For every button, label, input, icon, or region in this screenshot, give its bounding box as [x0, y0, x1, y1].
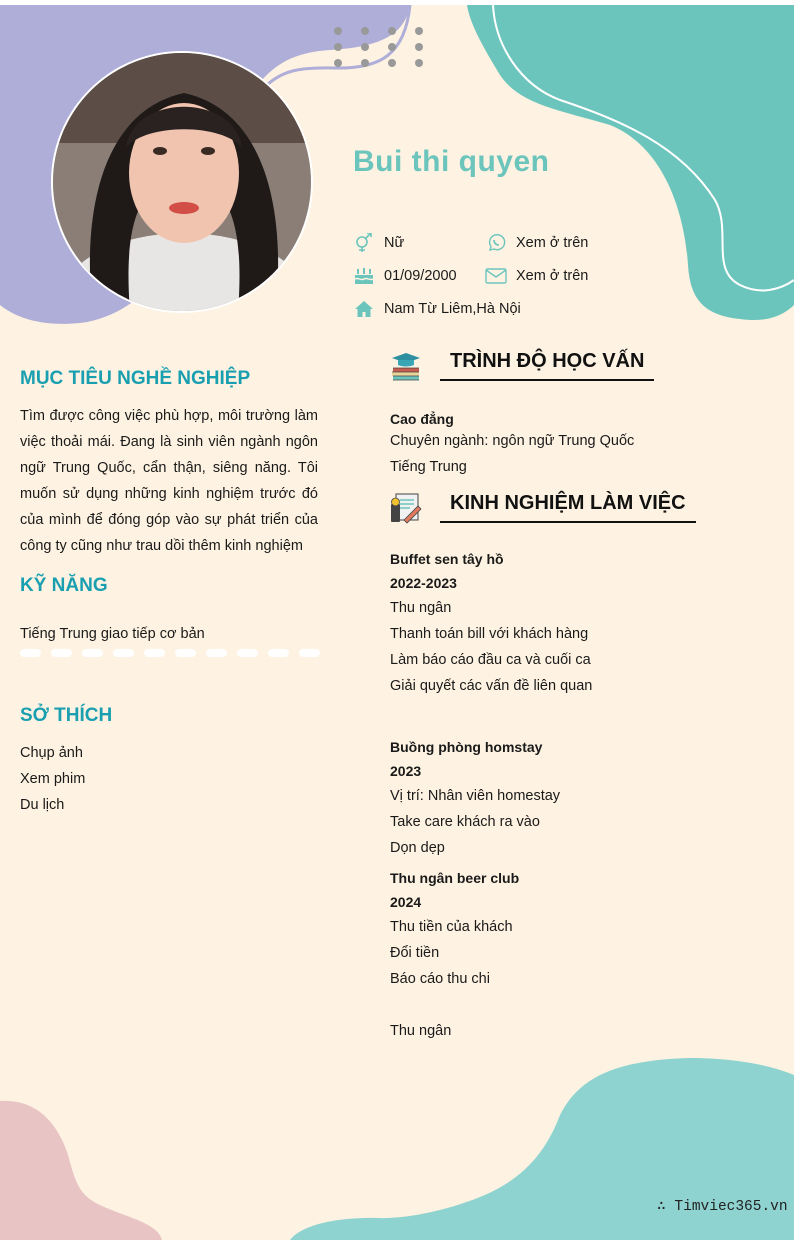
job-line: Take care khách ra vào: [390, 814, 540, 830]
hobbies-title: SỞ THÍCH: [20, 705, 113, 726]
watermark: ∴ Timviec365.vn: [657, 1199, 788, 1215]
hobbies-list: [20, 740, 85, 818]
birthday-value: 01/09/2000: [384, 268, 457, 284]
candidate-name: Bui thi quyen: [353, 145, 550, 178]
skill-rating-bar: [20, 649, 320, 659]
contact-phone: [485, 233, 588, 253]
profile-photo: [51, 51, 313, 313]
contact-gender: [353, 233, 404, 253]
job-entry: [390, 547, 592, 699]
job-line: [390, 992, 519, 1018]
objective-text: Tìm được công việc phù hợp, môi trường làm việc thoải mái. Đang là sinh viên ngành ngôn ngữ Trung Quốc, cẩn thận, siêng năng. Tôi muốn sử dụng những kinh nghiệm trước đó của mình để đóng góp vào sự phát triển của công ty cũng như trau dồi thêm kinh nghiệm: [20, 408, 318, 554]
education-level: Cao đẳng: [390, 411, 454, 427]
job-line: Thanh toán bill với khách hàng: [390, 626, 589, 642]
job-period: 2024: [390, 894, 422, 910]
job-line: Dọn dẹp: [390, 840, 445, 856]
hobby-item: Xem phim: [20, 771, 86, 787]
whatsapp-icon: [485, 233, 507, 253]
birthday-cake-icon: [353, 266, 375, 286]
hobby-item: Chụp ảnh: [20, 745, 83, 761]
home-icon: [353, 299, 375, 319]
job-entry: [390, 866, 519, 1044]
job-line: Thu ngân: [390, 1023, 452, 1039]
cv-page: [0, 5, 794, 1240]
job-line: Làm báo cáo đầu ca và cuối ca: [390, 652, 591, 668]
job-line: Thu ngân: [390, 600, 452, 616]
work-document-icon: [390, 492, 422, 524]
graduation-books-icon: [390, 350, 422, 382]
contact-address: [353, 299, 521, 319]
job-line: Báo cáo thu chi: [390, 971, 490, 987]
job-company: Buffet sen tây hồ: [390, 551, 504, 567]
experience-title: KINH NGHIỆM LÀM VIỆC: [440, 492, 696, 523]
gender-value: Nữ: [384, 235, 405, 251]
experience-header: [390, 492, 696, 524]
education-header: [390, 350, 654, 382]
email-value: Xem ở trên: [516, 268, 589, 284]
contact-birthday: [353, 266, 457, 286]
job-line: Thu tiền của khách: [390, 919, 513, 935]
gender-icon: [353, 233, 375, 253]
education-major: Chuyên ngành: ngôn ngữ Trung Quốc: [390, 433, 635, 449]
skills-title: KỸ NĂNG: [20, 575, 108, 596]
address-value: Nam Từ Liêm,Hà Nội: [384, 301, 521, 317]
job-period: 2022-2023: [390, 575, 457, 591]
job-company: Thu ngân beer club: [390, 870, 520, 886]
job-line: Vị trí: Nhân viên homestay: [390, 788, 561, 804]
objective-title: MỤC TIÊU NGHỀ NGHIỆP: [20, 368, 251, 389]
job-line: Đổi tiền: [390, 945, 440, 961]
skill-name: Tiếng Trung giao tiếp cơ bản: [20, 626, 205, 642]
job-entry: [390, 735, 560, 861]
education-title: TRÌNH ĐỘ HỌC VẤN: [440, 350, 654, 381]
education-extra: Tiếng Trung: [390, 459, 467, 475]
contact-email: [485, 266, 588, 286]
job-company: Buồng phòng homstay: [390, 739, 543, 755]
envelope-icon: [485, 266, 507, 286]
hobby-item: Du lịch: [20, 797, 65, 813]
job-period: 2023: [390, 763, 422, 779]
education-entry: [390, 410, 634, 480]
job-line: Giải quyết các vấn đề liên quan: [390, 678, 593, 694]
phone-value: Xem ở trên: [516, 235, 589, 251]
